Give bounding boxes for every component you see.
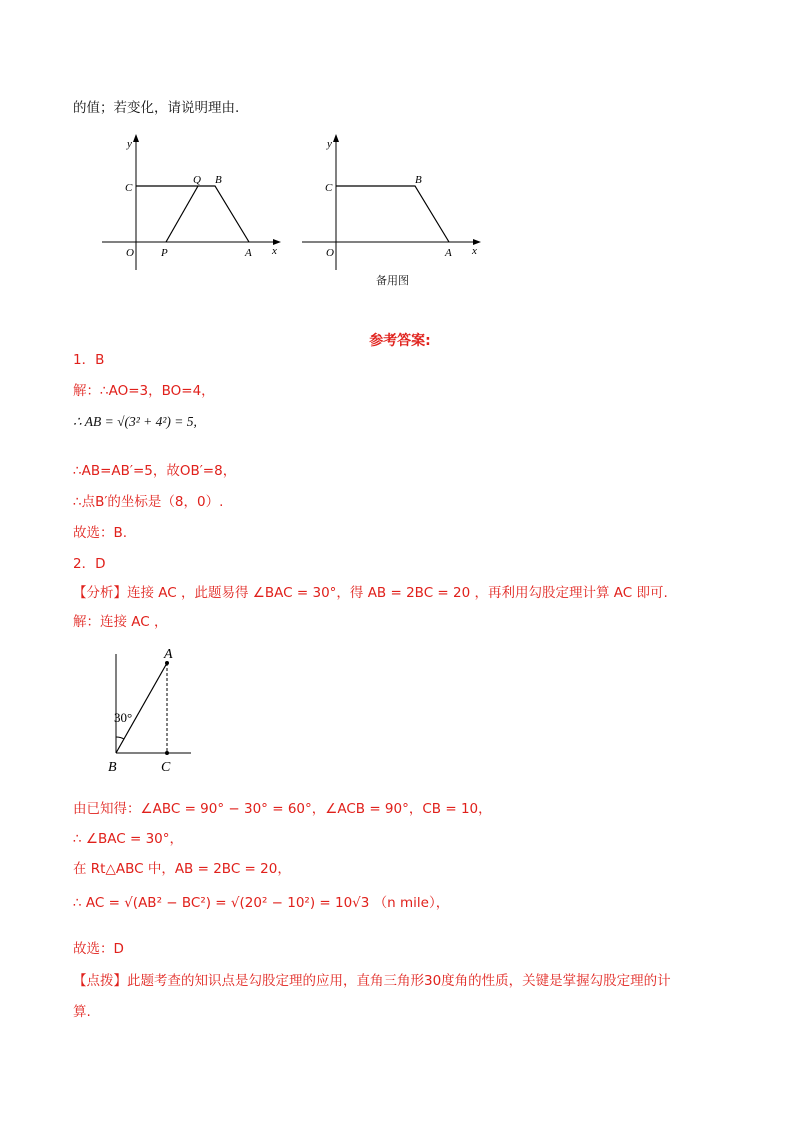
label-C: C — [161, 760, 171, 775]
label-O: O — [126, 247, 134, 259]
figure-coordinate-trapezoid — [97, 130, 287, 280]
q1-label: 1．B — [73, 352, 105, 368]
q1-line3: ∴AB=AB′=5，故OB′=8， — [73, 463, 237, 479]
label-B: B — [215, 174, 222, 186]
label-P: P — [161, 247, 168, 259]
q2-solution-start: 解：连接 AC ， — [73, 614, 168, 630]
q2-line4: ∴ AC = √(AB² − BC²) = √(20² − 10²) = 10√3 （n mile）， — [73, 895, 450, 911]
q2-tip-line2: 算. — [73, 1004, 91, 1020]
label-B: B — [108, 760, 117, 775]
intro-text: 的值；若变化，请说明理由. — [73, 100, 240, 116]
q1-line4: ∴点B′的坐标是（8，0）. — [73, 494, 224, 510]
q2-line5: 故选：D — [73, 941, 124, 957]
q2-line1: 由已知得：∠ABC = 90° − 30° = 60°，∠ACB = 90°，CB = 10， — [73, 801, 492, 817]
label-A: A — [164, 647, 173, 662]
label-y: y — [127, 138, 132, 150]
label-y: y — [327, 138, 332, 150]
label-x: x — [472, 245, 477, 257]
q1-line5: 故选：B. — [73, 525, 128, 541]
q2-line3: 在 Rt△ABC 中，AB = 2BC = 20， — [73, 861, 291, 877]
answer-title: 参考答案: — [369, 333, 431, 349]
figure-caption: 备用图 — [376, 274, 409, 287]
q2-label: 2．D — [73, 556, 106, 572]
label-A: A — [245, 247, 252, 259]
label-angle: 30° — [114, 710, 133, 725]
label-C: C — [325, 182, 333, 194]
q1-line2: ∴ AB = √(3² + 4²) = 5, — [73, 414, 197, 429]
q2-analysis: 【分析】连接 AC ，此题易得 ∠BAC = 30°，得 AB = 2BC = 20 ，再利用勾股定理计算 AC 即可. — [73, 585, 668, 601]
q2-line2: ∴ ∠BAC = 30°， — [73, 831, 183, 847]
label-C: C — [125, 182, 133, 194]
label-O: O — [326, 247, 334, 259]
figure-coordinate-spare — [297, 130, 487, 280]
label-B: B — [415, 174, 422, 186]
q2-tip-line1: 【点拨】此题考查的知识点是勾股定理的应用，直角三角形30度角的性质，关键是掌握勾股定理的计 — [73, 973, 671, 989]
figure-right-triangle — [108, 644, 218, 779]
label-Q: Q — [193, 174, 201, 186]
label-x: x — [272, 245, 277, 257]
label-A: A — [445, 247, 452, 259]
q1-line1: 解：∴AO=3，BO=4， — [73, 383, 215, 399]
